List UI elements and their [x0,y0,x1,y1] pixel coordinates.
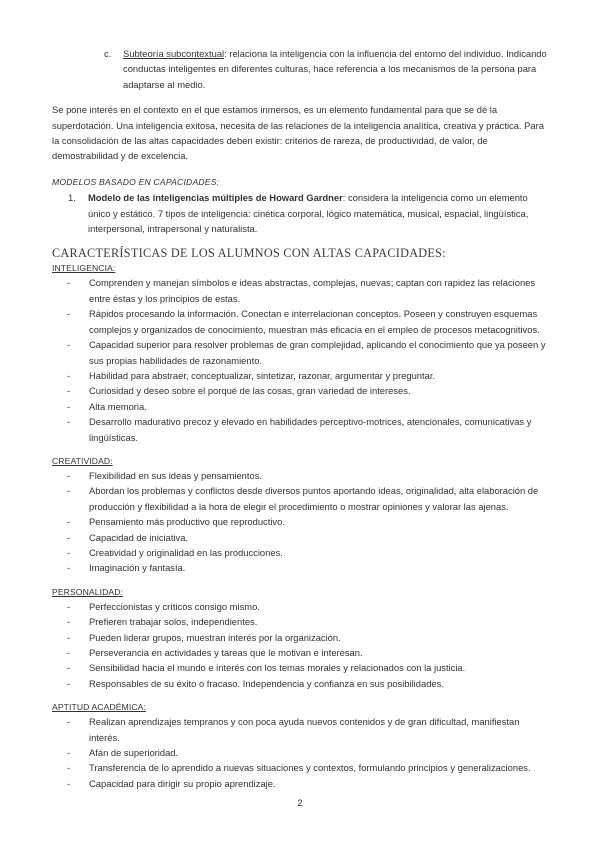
list-marker: 1. [68,192,76,204]
section-heading-personalidad: PERSONALIDAD: [52,586,124,597]
creatividad-list [52,468,552,576]
list-item: - Comprenden y manejan símbolos e ideas abstractas, complejas, nuevas; captan con rapidez las relaciones entre éstas y los principios de estas. [67,277,536,304]
subtheory-text: : relaciona la inteligencia con la influencia del entorno del individuo. Indicando conductas inteligentes en diferentes culturas, hace referencia a los mecanismos de la persona para adaptarse al medio. [123,48,547,90]
list-item: - Capacidad para dirigir su propio aprendizaje. [67,777,276,789]
list-item: - Perfeccionistas y críticos consigo mismo. [67,600,260,612]
list-item: - Prefieren trabajar solos, independientes. [67,616,258,628]
list-item: - Sensibilidad hacia el mundo e interés con los temas morales y relacionados con la justicia. [67,662,466,674]
gardner-model-title: Modelo de las inteligencias múltiples de Howard Gardner [88,192,343,204]
list-item: - Rápidos procesando la información. Conectan e interrelacionan conceptos. Poseen y construyen esquemas complejos y organizados de conocimiento, muestran más eficacia en el empleo de procesos metacognitivos. [67,308,540,335]
main-heading: CARACTERÍSTICAS DE LOS ALUMNOS CON ALTAS CAPACIDADES: [52,246,446,261]
list-item: - Pueden liderar grupos, muestran interés por la organización. [67,631,341,643]
list-item: - Capacidad superior para resolver problemas de gran complejidad, aplicando el conocimiento que ya poseen y sus propias habilidades de razonamiento. [67,339,546,366]
list-item: - Flexibilidad en sus ideas y pensamientos. [67,469,263,481]
subtheory-term: Subteoría subcontextual [123,48,225,59]
list-item: - Pensamiento más productivo que reproductivo. [67,516,285,528]
list-item: - Imaginación y fantasía. [67,562,186,574]
list-item: - Habilidad para abstraer, conceptualizar, sintetizar, razonar, argumentar y preguntar. [67,369,436,381]
models-heading: MODELOS BASADO EN CAPACIDADES: [52,176,220,187]
list-item: - Capacidad de iniciativa. [67,531,189,543]
models-list-item [52,190,552,236]
page-number: 2 [297,797,303,808]
list-item: - Alta memoria. [67,400,147,412]
list-item: - Creatividad y originalidad en las producciones. [67,546,283,558]
list-marker: c. [104,48,112,59]
body-paragraph: Se pone interés en el contexto en el que estamos inmersos, es un elemento fundamental para que se dé la superdotación. Una inteligencia exitosa, necesita de las relaciones de la inteligencia analítica, creativa y práctica. Para la consolidación de las altas capacidades deben existir: criterios de rareza, de productividad, de valor, de demostrabilidad y de excelencia. [52,104,544,162]
list-item: - Perseverancia en actividades y tareas que le motivan e interesan. [67,647,363,658]
section-heading-aptitud-academica: APTITUD ACADÉMICA: [52,702,146,713]
section-heading-creatividad: CREATIVIDAD: [52,455,113,466]
gardner-model-text: : considera la inteligencia como un elemento único y estático. 7 tipos de inteligencia: cinética corporal, lógico matemática, musical, espacial, lingüística, interpersonal, intrapersonal y naturalista. [88,192,529,235]
subtheory-list-item [52,46,552,92]
list-item: - Realizan aprendizajes tempranos y con poca ayuda nuevos contenidos y de gran dificultad, manifiestan interés. [67,716,520,743]
document-page [52,46,552,791]
section-heading-inteligencia: INTELIGENCIA: [52,263,116,274]
list-item: - Abordan los problemas y conflictos desde diversos puntos aportando ideas, originalidad, alta elaboración de producción y flexibilidad a la hora de elegir el procedimiento o mostrar opiniones y valorar las ajenas. [67,485,539,512]
aptitud-academica-list [52,714,552,791]
list-item: - Transferencia de lo aprendido a nuevas situaciones y contextos, formulando principios y generalizaciones. [67,762,531,774]
list-item: - Afán de superioridad. [67,747,179,759]
personalidad-list [52,599,552,691]
inteligencia-list [52,275,552,444]
list-item: - Curiosidad y deseo sobre el porqué de las cosas, gran variedad de intereses. [67,385,411,397]
list-item: - Responsables de su éxito o fracaso. Independencia y confianza en sus posibilidades. [67,677,444,689]
list-item: - Desarrollo madurativo precoz y elevado en habilidades perceptivo-motrices, atencionales, comunicativas y lingüísticas. [67,416,532,443]
